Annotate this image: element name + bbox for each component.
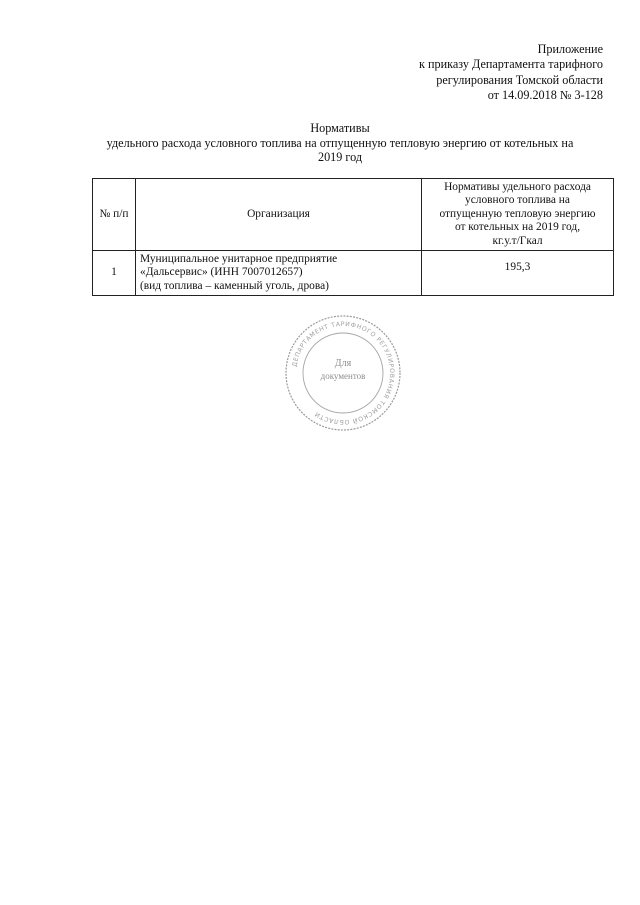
header-norm-line: кг.у.т/Гкал xyxy=(492,234,543,247)
appendix-header xyxy=(419,42,603,104)
org-line: «Дальсервис» (ИНН 7007012657) xyxy=(140,266,303,279)
norms-table xyxy=(92,178,614,296)
header-norm-line: Нормативы удельного расхода xyxy=(444,181,591,193)
row-organization xyxy=(136,251,422,296)
document-title xyxy=(80,121,600,165)
stamp-ring-text: ДЕПАРТАМЕНТ ТАРИФНОГО РЕГУЛИРОВАНИЯ ТОМСКОЙ ОБЛАСТИ xyxy=(291,320,396,426)
header-norm xyxy=(422,179,614,251)
table-header-row xyxy=(93,179,614,251)
header-organization: Организация xyxy=(136,179,422,251)
header-norm-line: условного топлива на xyxy=(465,194,570,207)
appendix-department: регулирования Томской области xyxy=(436,72,603,87)
row-norm-value: 195,3 xyxy=(422,251,614,296)
title-heading: Нормативы xyxy=(310,121,370,135)
header-norm-line: отпущенную тепловую энергию xyxy=(439,207,596,220)
org-line: (вид топлива – каменный уголь, дрова) xyxy=(140,279,329,292)
row-number: 1 xyxy=(93,251,136,296)
title-subtitle-line2: 2019 год xyxy=(317,150,363,165)
stamp-center-top: Для xyxy=(334,358,352,369)
header-norm-line: от котельных на 2019 год, xyxy=(454,221,581,234)
appendix-order-ref: к приказу Департамента тарифного xyxy=(419,57,603,72)
stamp-center-bottom: документов xyxy=(320,371,366,381)
table-row xyxy=(93,251,614,296)
org-line: Муниципальное унитарное предприятие xyxy=(140,253,338,266)
appendix-order-date: от 14.09.2018 № 3-128 xyxy=(487,88,603,103)
official-stamp xyxy=(283,313,403,433)
title-subtitle-line1: удельного расхода условного топлива на отпущенную тепловую энергию от котельных на xyxy=(106,135,574,150)
appendix-label: Приложение xyxy=(537,42,603,56)
header-number: № п/п xyxy=(93,179,136,251)
